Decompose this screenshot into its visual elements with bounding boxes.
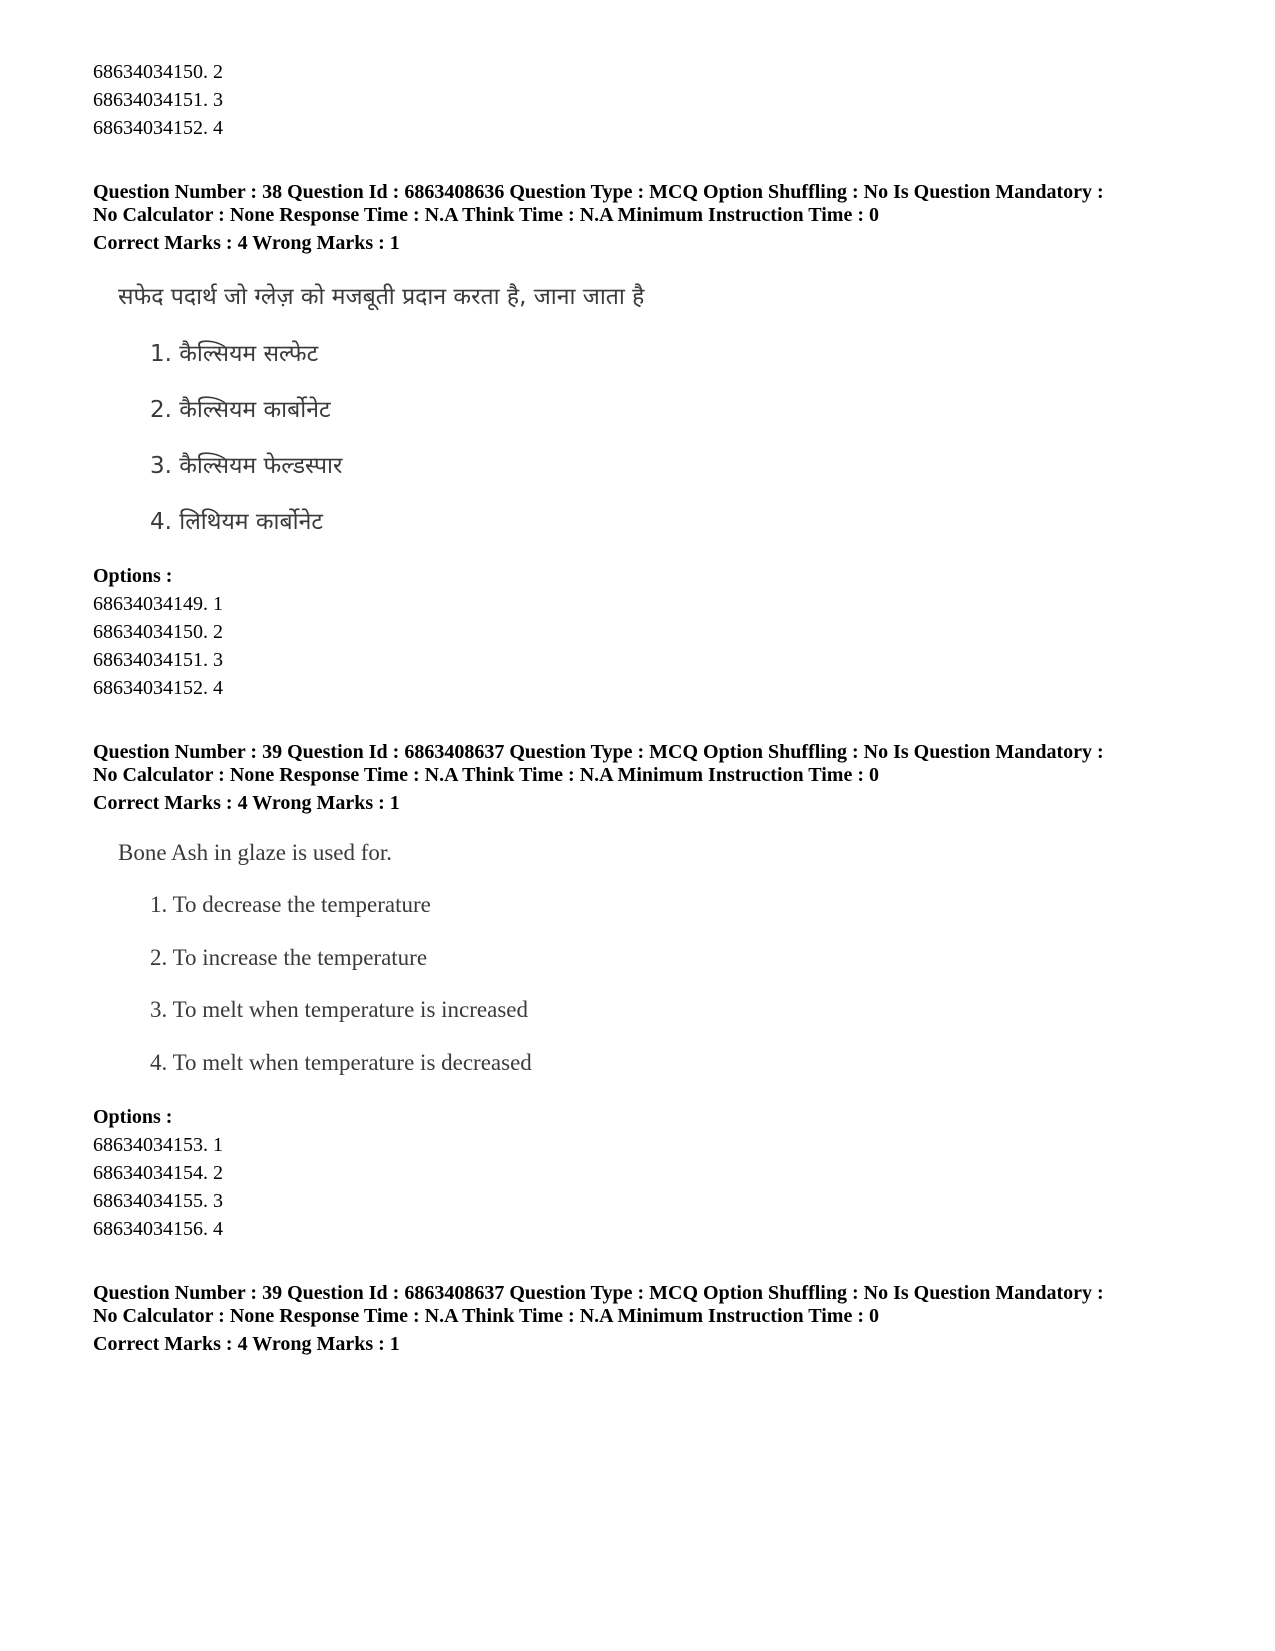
- option-line: 68634034156. 4: [93, 1218, 223, 1240]
- option-line: 68634034151. 3: [93, 649, 223, 671]
- option-line: 68634034150. 2: [93, 61, 223, 83]
- options-label: Options :: [93, 1106, 173, 1128]
- question-choice: 2. कैल्सियम कार्बोनेट: [150, 397, 331, 423]
- question-marks: Correct Marks : 4 Wrong Marks : 1: [93, 232, 400, 254]
- question-choice: 3. To melt when temperature is increased: [150, 997, 528, 1022]
- option-line: 68634034149. 1: [93, 593, 223, 615]
- question-marks: Correct Marks : 4 Wrong Marks : 1: [93, 1333, 400, 1355]
- option-line: 68634034152. 4: [93, 677, 223, 699]
- option-line: 68634034153. 1: [93, 1134, 223, 1156]
- option-line: 68634034155. 3: [93, 1190, 223, 1212]
- option-line: 68634034151. 3: [93, 89, 223, 111]
- option-line: 68634034154. 2: [93, 1162, 223, 1184]
- question-meta-line2: No Calculator : None Response Time : N.A Think Time : N.A Minimum Instruction Time : 0: [93, 204, 879, 226]
- option-line: 68634034150. 2: [93, 621, 223, 643]
- question-choice: 3. कैल्सियम फेल्डस्पार: [150, 453, 343, 479]
- question-choice: 4. लिथियम कार्बोनेट: [150, 509, 323, 535]
- question-text: सफेद पदार्थ जो ग्लेज़ को मजबूती प्रदान करता है, जाना जाता है: [118, 284, 645, 310]
- question-choice: 1. कैल्सियम सल्फेट: [150, 341, 319, 367]
- option-line: 68634034152. 4: [93, 117, 223, 139]
- question-choice: 1. To decrease the temperature: [150, 892, 431, 917]
- question-meta-line1: Question Number : 38 Question Id : 6863408636 Question Type : MCQ Option Shuffling : No Is Question Mandatory :: [93, 181, 1104, 203]
- question-meta-line2: No Calculator : None Response Time : N.A Think Time : N.A Minimum Instruction Time : 0: [93, 764, 879, 786]
- question-text: Bone Ash in glaze is used for.: [118, 840, 393, 865]
- question-choice: 4. To melt when temperature is decreased: [150, 1050, 532, 1075]
- question-meta-line2: No Calculator : None Response Time : N.A Think Time : N.A Minimum Instruction Time : 0: [93, 1305, 879, 1327]
- question-marks: Correct Marks : 4 Wrong Marks : 1: [93, 792, 400, 814]
- question-meta-line1: Question Number : 39 Question Id : 6863408637 Question Type : MCQ Option Shuffling : No Is Question Mandatory :: [93, 1282, 1104, 1304]
- question-meta-line1: Question Number : 39 Question Id : 6863408637 Question Type : MCQ Option Shuffling : No Is Question Mandatory :: [93, 741, 1104, 763]
- question-choice: 2. To increase the temperature: [150, 945, 428, 970]
- options-label: Options :: [93, 565, 173, 587]
